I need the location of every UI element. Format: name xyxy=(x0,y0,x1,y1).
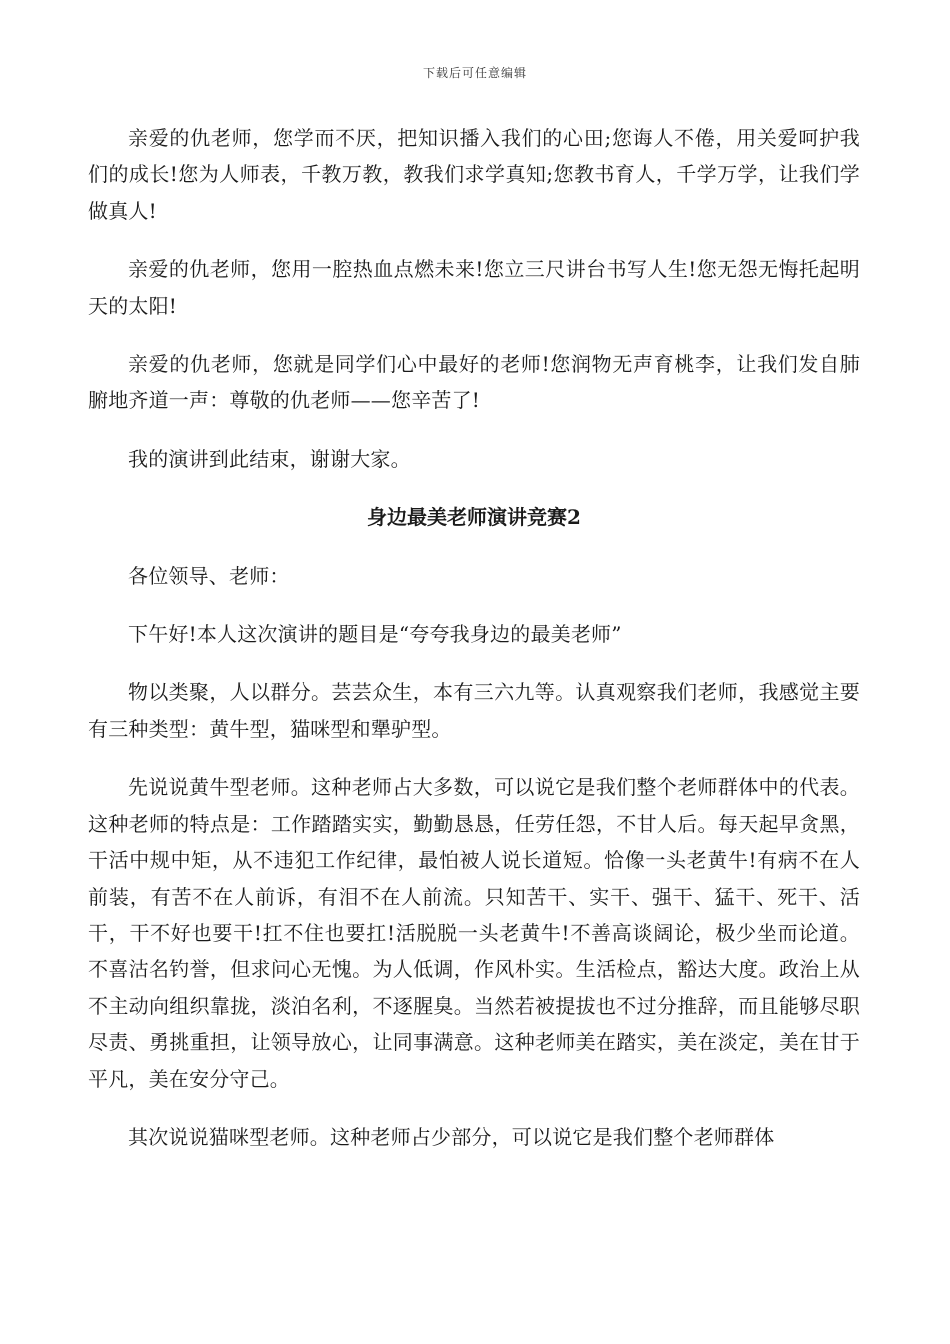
document-body xyxy=(88,120,860,1177)
paragraph: 先说说黄牛型老师。这种老师占大多数，可以说它是我们整个老师群体中的代表。这种老师的特点是：工作踏踏实实，勤勤恳恳，任劳任怨，不甘人后。每天起早贪黑，干活中规中矩，从不违犯工作纪律，最怕被人说长道短。恰像一头老黄牛!有病不在人前装，有苦不在人前诉，有泪不在人前流。只知苦干、实干、强干、猛干、死干、活干，干不好也要干!扛不住也要扛!活脱脱一头老黄牛!不善高谈阔论，极少坐而论道。不喜沽名钓誉，但求问心无愧。为人低调，作风朴实。生活检点，豁达大度。政治上从不主动向组织靠拢，淡泊名利，不逐腥臭。当然若被提拔也不过分推辞，而且能够尽职尽责、勇挑重担，让领导放心，让同事满意。这种老师美在踏实，美在淡定，美在甘于平凡，美在安分守己。 xyxy=(88,775,860,1091)
paragraph: 我的演讲到此结束，谢谢大家。 xyxy=(128,446,411,471)
paragraph: 亲爱的仇老师，您就是同学们心中最好的老师!您润物无声育桃李，让我们发自肺腑地齐道一声：尊敬的仇老师——您辛苦了! xyxy=(88,352,860,413)
page-header-note: 下载后可任意编辑 xyxy=(422,66,527,80)
paragraph: 亲爱的仇老师，您用一腔热血点燃未来!您立三尺讲台书写人生!您无怨无悔托起明天的太阳! xyxy=(88,257,860,318)
paragraph: 物以类聚，人以群分。芸芸众生，本有三六九等。认真观察我们老师，我感觉主要有三种类型：黄牛型，猫咪型和犟驴型。 xyxy=(88,680,860,741)
paragraph: 下午好!本人这次演讲的题目是“夸夸我身边的最美老师” xyxy=(128,622,622,647)
section-title: 身边最美老师演讲竞赛2 xyxy=(367,505,581,530)
paragraph: 亲爱的仇老师，您学而不厌，把知识播入我们的心田;您诲人不倦，用关爱呵护我们的成长!您为人师表，千教万教，教我们求学真知;您教书育人，千学万学，让我们学做真人! xyxy=(88,126,860,223)
paragraph: 其次说说猫咪型老师。这种老师占少部分，可以说它是我们整个老师群体 xyxy=(128,1124,775,1149)
paragraph: 各位领导、老师： xyxy=(128,563,290,588)
